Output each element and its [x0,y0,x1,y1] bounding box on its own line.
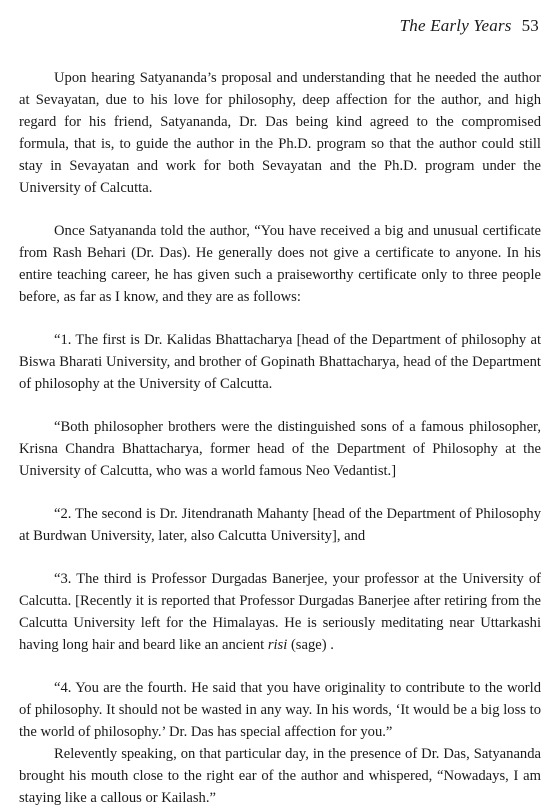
third-recipient-tail: (sage) . [287,637,334,653]
paragraph-philosopher-brothers: “Both philosopher brothers were the distinguished sons of a famous philosopher, Krisna Chandra Bhattacharya, former head of the Department of Philosophy at the University of Calcutta, who was a world famous Neo Vedantist.] [19,419,541,479]
paragraph-second-recipient: “2. The second is Dr. Jitendranath Mahanty [head of the Department of Philosophy at Burdwan University, later, also Calcutta University], and [19,506,541,544]
paragraph-certificate: Once Satyananda told the author, “You have received a big and unusual certificate from Rash Behari (Dr. Das). He generally does not give a certificate to anyone. In his entire teaching career, he has given such a praiseworthy certificate only to three people before, as far as I know, and they are as follows: [19,223,541,305]
body-text [19,67,541,809]
paragraph-sevayatan-agreement: Upon hearing Satyananda’s proposal and understanding that he needed the author at Sevayatan, due to his love for philosophy, deep affection for the author, and high regard for his friend, Satyananda, Dr. Das being kind agreed to the compromised formula, that is, to guide the author in the Ph.D. program so that the author could still stay in Sevayatan and work for both Sevayatan and the Ph.D. program under the University of Calcutta. [19,70,541,196]
running-head [400,16,539,36]
third-recipient-text: “3. The third is Professor Durgadas Banerjee, your professor at the University of Calcutta. [Recently it is reported that Professor Durgadas Banerjee after retiring from the Calcutta University left for the Himalayas. He is seriously meditating near Uttarkashi having long hair and beard like an ancient [19,571,541,653]
paragraph-third-recipient [19,568,541,656]
paragraph-first-recipient: “1. The first is Dr. Kalidas Bhattacharya [head of the Department of philosophy at Biswa Bharati University, and brother of Gopinath Bhattacharya, head of the Department of philosophy at the University of Calcutta. [19,332,541,392]
page-number: 53 [521,16,539,35]
paragraph-fourth-recipient: “4. You are the fourth. He said that you have originality to contribute to the world of philosophy. It should not be wasted in any way. In his words, ‘It would be a big loss to the world of philosophy.’ Dr. Das has special affection for you.” [19,680,541,740]
italic-term: risi [267,637,288,653]
chapter-title: The Early Years [399,16,512,35]
paragraph-whisper: Relevently speaking, on that particular day, in the presence of Dr. Das, Satyananda brought his mouth close to the right ear of the author and whispered, “Nowadays, I am staying like a callous or Kailash.” [19,746,541,806]
